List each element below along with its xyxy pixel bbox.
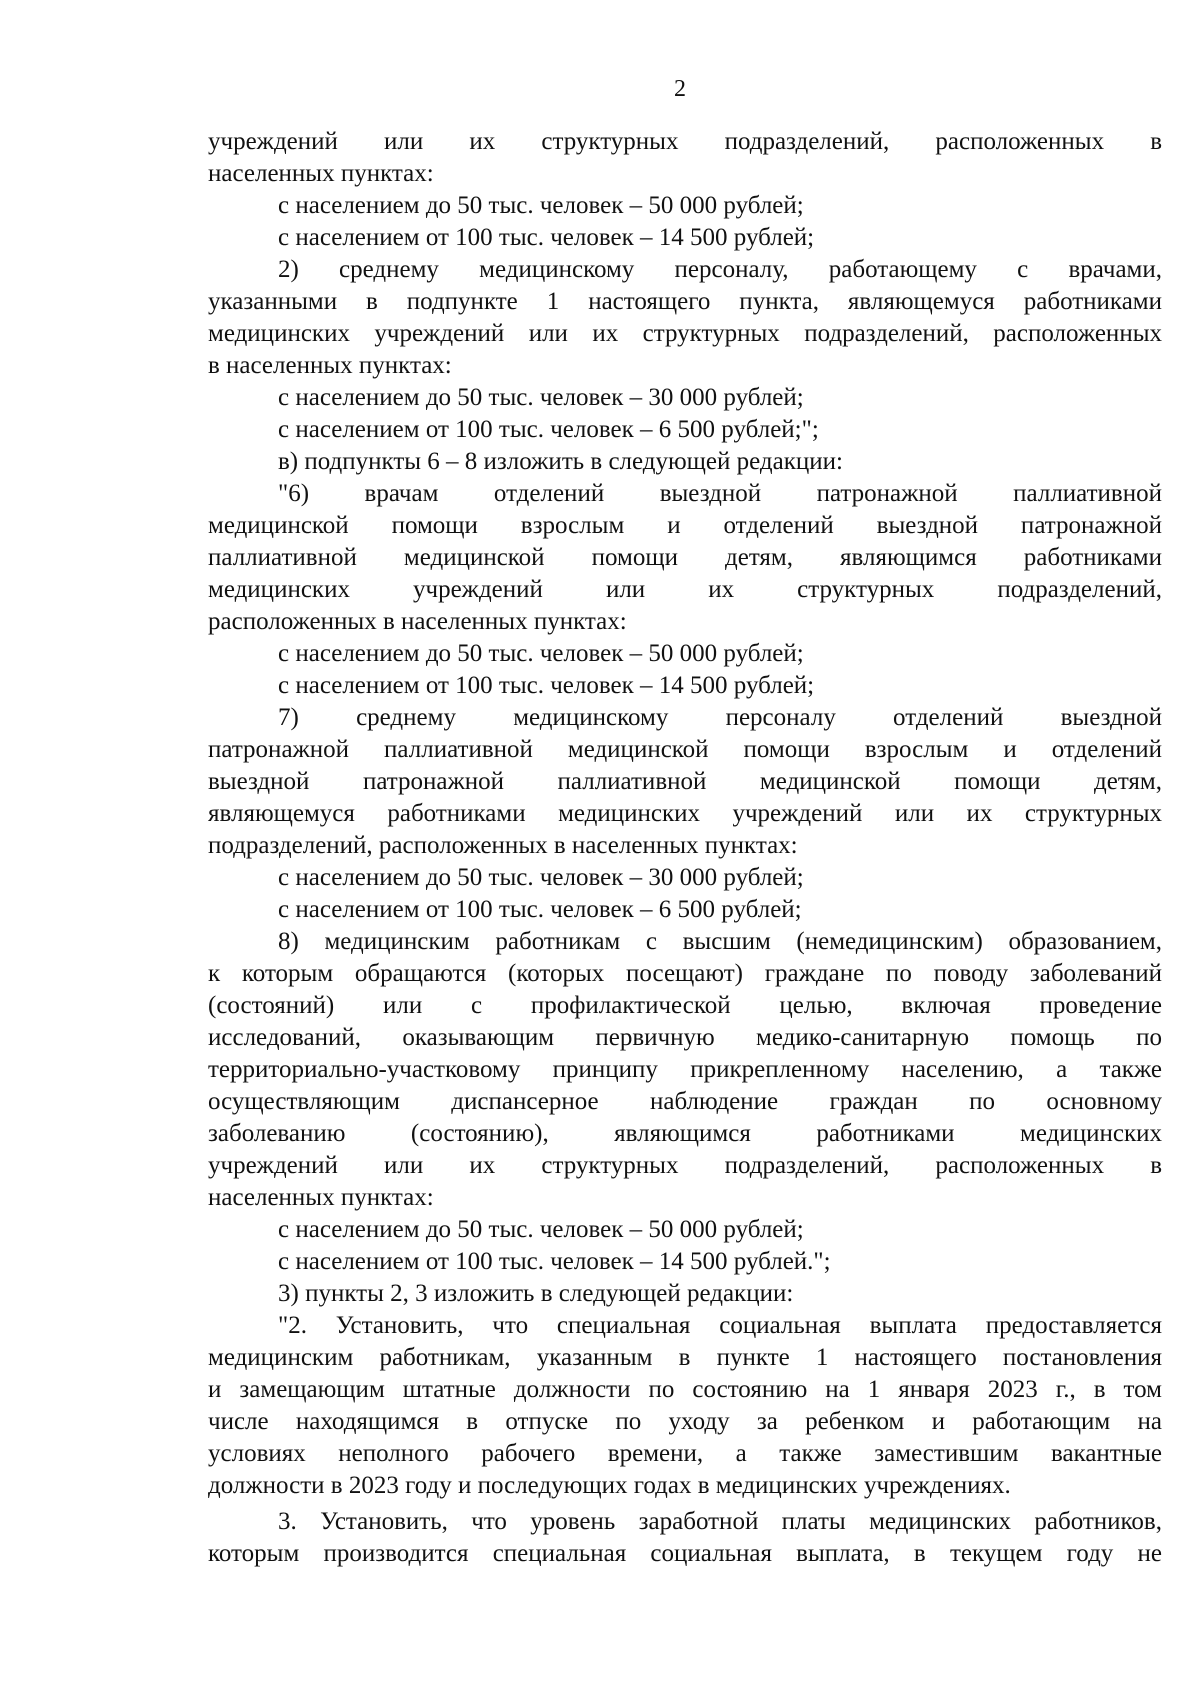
- text-line: учреждений или их структурных подразделений, расположенных в: [208, 128, 1162, 155]
- text-line: паллиативной медицинской помощи детям, являющимся работниками: [208, 544, 1162, 571]
- text-line: учреждений или их структурных подразделений, расположенных в: [208, 1152, 1162, 1179]
- text-line: медицинским работникам, указанным в пункте 1 настоящего постановления: [208, 1344, 1162, 1371]
- text-line: с населением от 100 тыс. человек – 14 500 рублей.";: [278, 1248, 831, 1275]
- text-line: условиях неполного рабочего времени, а также заместившим вакантные: [208, 1440, 1162, 1467]
- text-line: медицинских учреждений или их структурных подразделений, расположенных: [208, 320, 1162, 347]
- text-line: с населением до 50 тыс. человек – 50 000 рублей;: [278, 192, 804, 219]
- text-line: "2. Установить, что специальная социальная выплата предоставляется: [278, 1312, 1162, 1339]
- text-line: в) подпункты 6 – 8 изложить в следующей редакции:: [278, 448, 843, 475]
- text-line: с населением от 100 тыс. человек – 14 500 рублей;: [278, 224, 815, 251]
- text-line: числе находящимся в отпуске по уходу за ребенком и работающим на: [208, 1408, 1162, 1435]
- text-line: с населением до 50 тыс. человек – 50 000 рублей;: [278, 640, 804, 667]
- text-line: (состояний) или с профилактической целью, включая проведение: [208, 992, 1162, 1019]
- page-number: 2: [674, 76, 686, 102]
- text-line: с населением до 50 тыс. человек – 30 000 рублей;: [278, 864, 804, 891]
- text-line: населенных пунктах:: [208, 160, 434, 187]
- text-line: с населением до 50 тыс. человек – 30 000 рублей;: [278, 384, 804, 411]
- text-line: медицинской помощи взрослым и отделений выездной патронажной: [208, 512, 1162, 539]
- document-body: [208, 126, 1162, 1570]
- text-line: выездной патронажной паллиативной медицинской помощи детям,: [208, 768, 1162, 795]
- text-line: с населением от 100 тыс. человек – 6 500 рублей;";: [278, 416, 819, 443]
- text-line: медицинских учреждений или их структурных подразделений,: [208, 576, 1162, 603]
- text-line: 2) среднему медицинскому персоналу, работающему с врачами,: [278, 256, 1162, 283]
- text-line: являющемуся работниками медицинских учреждений или их структурных: [208, 800, 1162, 827]
- text-line: и замещающим штатные должности по состоянию на 1 января 2023 г., в том: [208, 1376, 1162, 1403]
- text-line: 7) среднему медицинскому персоналу отделений выездной: [278, 704, 1162, 731]
- text-line: территориально-участковому принципу прикрепленному населению, а также: [208, 1056, 1162, 1083]
- text-line: 3. Установить, что уровень заработной платы медицинских работников,: [278, 1508, 1162, 1535]
- text-line: указанными в подпункте 1 настоящего пункта, являющемуся работниками: [208, 288, 1162, 315]
- text-line: в населенных пунктах:: [208, 352, 452, 379]
- text-line: "6) врачам отделений выездной патронажной паллиативной: [278, 480, 1162, 507]
- text-line: которым производится специальная социальная выплата, в текущем году не: [208, 1540, 1162, 1567]
- text-line: к которым обращаются (которых посещают) граждане по поводу заболеваний: [208, 960, 1162, 987]
- text-line: 3) пункты 2, 3 изложить в следующей редакции:: [278, 1280, 794, 1307]
- text-line: должности в 2023 году и последующих годах в медицинских учреждениях.: [208, 1472, 1011, 1499]
- text-line: патронажной паллиативной медицинской помощи взрослым и отделений: [208, 736, 1162, 763]
- text-line: 8) медицинским работникам с высшим (немедицинским) образованием,: [278, 928, 1162, 955]
- text-line: с населением до 50 тыс. человек – 50 000 рублей;: [278, 1216, 804, 1243]
- text-line: осуществляющим диспансерное наблюдение граждан по основному: [208, 1088, 1162, 1115]
- text-line: расположенных в населенных пунктах:: [208, 608, 627, 635]
- text-line: исследований, оказывающим первичную медико-санитарную помощь по: [208, 1024, 1162, 1051]
- text-line: с населением от 100 тыс. человек – 14 500 рублей;: [278, 672, 815, 699]
- text-line: подразделений, расположенных в населенных пунктах:: [208, 832, 798, 859]
- text-line: заболеванию (состоянию), являющимся работниками медицинских: [208, 1120, 1162, 1147]
- text-line: населенных пунктах:: [208, 1184, 434, 1211]
- text-line: с населением от 100 тыс. человек – 6 500 рублей;: [278, 896, 802, 923]
